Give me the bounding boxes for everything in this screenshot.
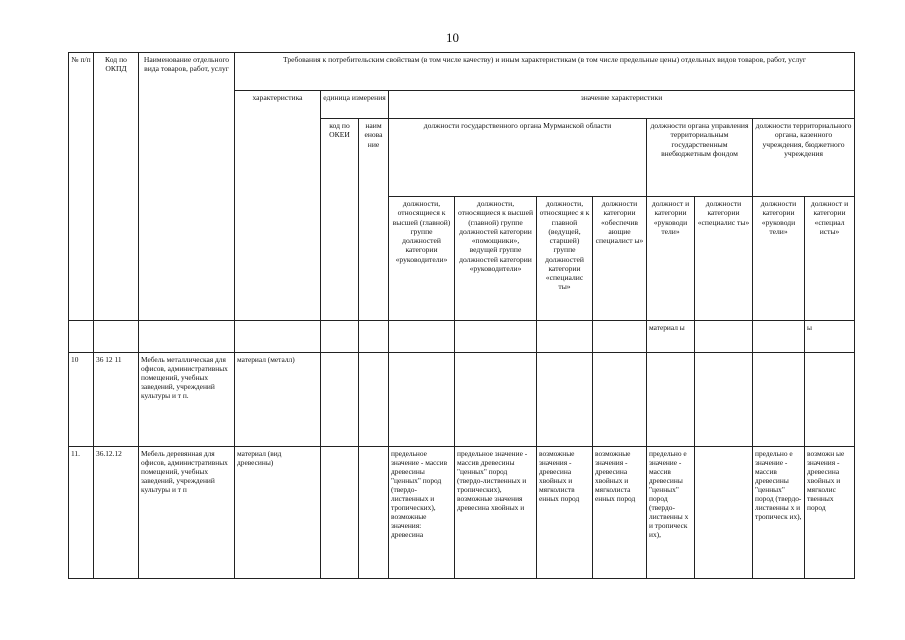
row-value-1: предельное значение - массив древесины "ценных" пород (твердо-лиственных и тропических), возможные значения: древесина bbox=[389, 447, 455, 579]
row-value-7 bbox=[753, 353, 805, 447]
row-value-8: возможн ые значения - древесина хвойных и мягколис твенных пород bbox=[805, 447, 855, 579]
header-sub-3: должности, относящиес я к главной (ведущей, старшей) группе должностей категории «специалис ты» bbox=[537, 197, 593, 321]
cell bbox=[593, 321, 647, 353]
row-num: 10 bbox=[69, 353, 94, 447]
cell bbox=[695, 321, 753, 353]
header-sub-6: должности категории «специалис ты» bbox=[695, 197, 753, 321]
cell bbox=[69, 321, 94, 353]
cell bbox=[321, 353, 359, 447]
header-sub-1: должности, относящиеся к высшей (главной) группе должностей категории «руководители» bbox=[389, 197, 455, 321]
table-row bbox=[69, 447, 855, 579]
cell bbox=[389, 321, 455, 353]
header-group-state: должности государственного органа Мурманской области bbox=[389, 119, 647, 197]
header-sub-8: должност и категории «специал исты» bbox=[805, 197, 855, 321]
row-value-1 bbox=[389, 353, 455, 447]
cell bbox=[235, 321, 321, 353]
header-sub-4: должности категории «обеспечив ающие специалист ы» bbox=[593, 197, 647, 321]
cell bbox=[139, 321, 235, 353]
continuation-terr-specialists: ы bbox=[805, 321, 855, 353]
row-value-3 bbox=[537, 353, 593, 447]
header-okei-code: код по ОКЕИ bbox=[321, 119, 359, 321]
cell bbox=[455, 321, 537, 353]
header-sub-7: должности категории «руководи тели» bbox=[753, 197, 805, 321]
header-unit: единица измерения bbox=[321, 91, 389, 119]
row-value-4: возможные значения - древесина хвойных и мягколиста енных пород bbox=[593, 447, 647, 579]
row-name: Мебель деревянная для офисов, административных помещений, учебных заведений, учреждений культуры и т п bbox=[139, 447, 235, 579]
continuation-fund-leaders: материал ы bbox=[647, 321, 695, 353]
header-okpd: Код по ОКПД bbox=[94, 53, 139, 321]
row-value-2 bbox=[455, 353, 537, 447]
cell bbox=[359, 321, 389, 353]
header-group-territorial: должности территориального органа, казенного учреждения, бюджетного учреждения bbox=[753, 119, 855, 197]
header-name: Наименование отдельного вида товаров, работ, услуг bbox=[139, 53, 235, 321]
row-okpd: 36.12.12 bbox=[94, 447, 139, 579]
row-value-3: возможные значения - древесина хвойных и мягколиств енных пород bbox=[537, 447, 593, 579]
cell bbox=[321, 321, 359, 353]
header-requirements: Требования к потребительским свойствам (в том числе качеству) и иным характеристикам (в том числе предельные цены) отдельных видов товаров, работ, услуг bbox=[235, 53, 855, 91]
row-value-4 bbox=[593, 353, 647, 447]
header-sub-2: должности, относящиеся к высшей (главной) группе должностей категории «помощники», ведущей группе должностей категории «руководители» bbox=[455, 197, 537, 321]
row-num: 11. bbox=[69, 447, 94, 579]
row-name: Мебель металлическая для офисов, административных помещений, учебных заведений, учреждений культуры и т п. bbox=[139, 353, 235, 447]
header-value: значение характеристики bbox=[389, 91, 855, 119]
cell bbox=[321, 447, 359, 579]
table-row bbox=[69, 353, 855, 447]
page-number: 10 bbox=[446, 30, 459, 45]
row-value-6 bbox=[695, 447, 753, 579]
cell bbox=[753, 321, 805, 353]
header-unit-name: наим енова ние bbox=[359, 119, 389, 321]
row-characteristic: материал (металл) bbox=[235, 353, 321, 447]
row-okpd: 36 12 11 bbox=[94, 353, 139, 447]
requirements-table bbox=[68, 52, 855, 579]
row-value-5 bbox=[647, 353, 695, 447]
row-value-8 bbox=[805, 353, 855, 447]
row-value-7: предельно е значение - массив древесины "ценных" пород (твердо-лиственны х и тропическ их), bbox=[753, 447, 805, 579]
header-group-fund: должности органа управления территориальным государственным внебюджетным фондом bbox=[647, 119, 753, 197]
header-row-1 bbox=[69, 53, 855, 91]
row-value-5: предельно е значение - массив древесины "ценных" пород (твердо-лиственны х и тропическ их), bbox=[647, 447, 695, 579]
continuation-row bbox=[69, 321, 855, 353]
header-num: № п/п bbox=[69, 53, 94, 321]
header-sub-5: должност и категории «руководи тели» bbox=[647, 197, 695, 321]
cell bbox=[359, 353, 389, 447]
cell bbox=[537, 321, 593, 353]
row-characteristic: материал (вид древесины) bbox=[235, 447, 321, 579]
cell bbox=[359, 447, 389, 579]
header-characteristic: характеристика bbox=[235, 91, 321, 321]
row-value-2: предельное значение - массив древесины "ценных" пород (твердо-лиственных и тропических), возможные значения древесина хвойных и bbox=[455, 447, 537, 579]
row-value-6 bbox=[695, 353, 753, 447]
cell bbox=[94, 321, 139, 353]
